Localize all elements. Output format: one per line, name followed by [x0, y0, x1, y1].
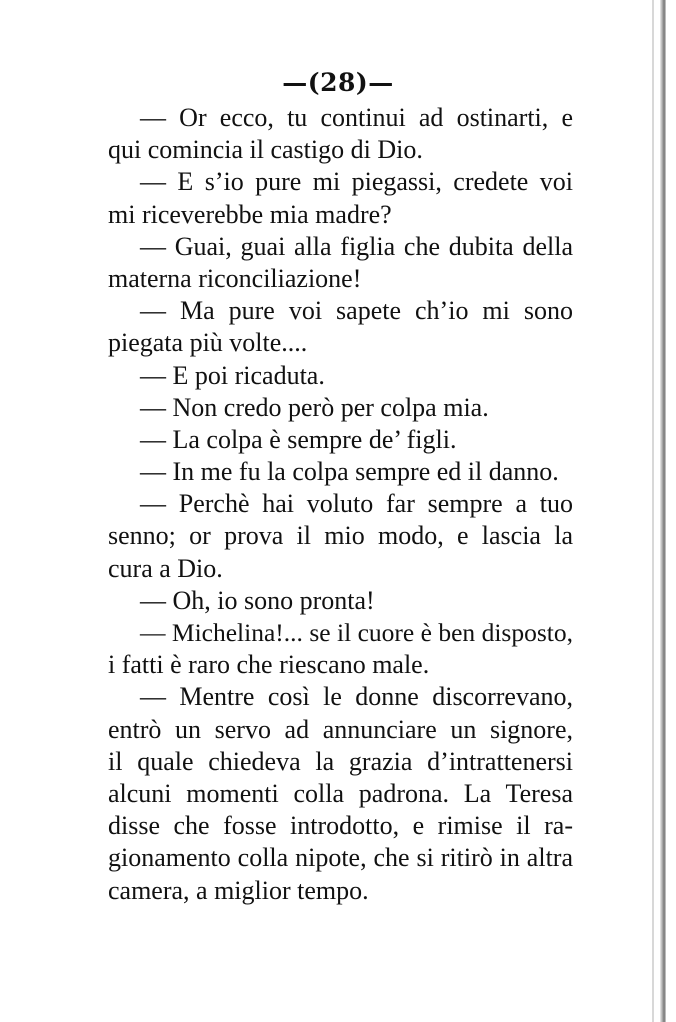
text-line: alcuni momenti colla padrona. La Teresa — [108, 778, 573, 808]
text-line: camera, a miglior tempo. — [108, 875, 369, 905]
text-line: — Michelina!... se il cuore è ben disposto, — [140, 618, 573, 647]
text-line: — In me fu la colpa sempre ed il danno. — [140, 457, 559, 487]
text-line: — La colpa è sempre de’ figli. — [140, 424, 457, 454]
text-line: cura a Dio. — [108, 553, 223, 583]
text-line: — Mentre così le donne discorrevano, — [140, 682, 573, 712]
text-line: piegata più volte.... — [108, 328, 308, 358]
text-line: materna riconciliazione! — [108, 263, 362, 293]
text-line: il quale chiedeva la grazia d’intrattenersi — [108, 746, 573, 776]
page-edge-shadow — [652, 0, 654, 1022]
text-line: gionamento colla nipote, che si ritirò in altra — [108, 843, 573, 873]
text-line: — Perchè hai voluto far sempre a tuo — [140, 489, 573, 519]
text-line: disse che fosse introdotto, e rimise il ra- — [108, 811, 573, 841]
text-line: — Oh, io sono pronta! — [140, 585, 375, 615]
text-line: entrò un servo ad annunciare un signore, — [108, 714, 573, 744]
text-line: — Ma pure voi sapete ch’io mi sono — [140, 296, 573, 326]
text-line: — Non credo però per colpa mia. — [140, 392, 489, 422]
text-line: mi riceverebbe mia madre? — [108, 199, 392, 229]
page-number: —(28)— — [282, 68, 394, 97]
text-line: i fatti è raro che riescano male. — [108, 650, 430, 680]
text-line: — E poi ricaduta. — [140, 360, 325, 390]
text-line: — Guai, guai alla figlia che dubita della — [140, 231, 573, 261]
body-text — [108, 102, 573, 907]
text-line: — E s’io pure mi piegassi, credete voi — [140, 167, 573, 197]
text-line: — Or ecco, tu continui ad ostinarti, e — [140, 103, 573, 132]
text-line: qui comincia il castigo di Dio. — [108, 135, 423, 165]
text-line: senno; or prova il mio modo, e lascia la — [108, 521, 573, 551]
page-edge — [660, 0, 666, 1022]
